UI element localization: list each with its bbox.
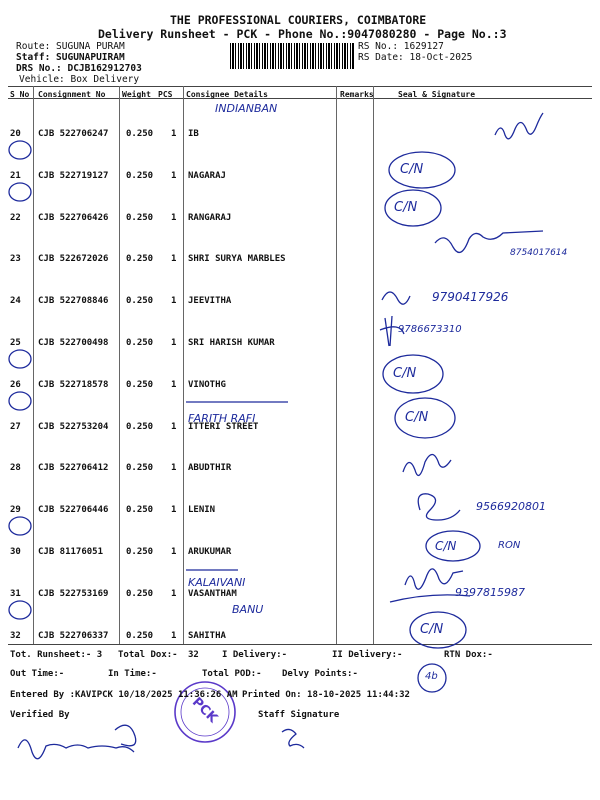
cell-weight: 0.250 <box>126 129 154 139</box>
rs-number: RS No.: 1629127 <box>358 41 444 52</box>
cell-pcs: 1 <box>171 547 177 557</box>
cell-consignment-no: CJB 522706426 <box>38 213 109 223</box>
cell-weight: 0.250 <box>126 631 154 641</box>
col-header-consignment: Consignment No <box>38 90 106 99</box>
handwritten-phone: 8754017614 <box>510 248 568 258</box>
cell-consignee: VINOTHG <box>188 380 226 390</box>
handwritten-note: FARITH RAFI <box>188 412 256 425</box>
cell-weight: 0.250 <box>126 338 154 348</box>
cell-pcs: 1 <box>171 254 177 264</box>
cell-sno: 26 <box>10 380 21 390</box>
delvy-points: Delvy Points:- <box>282 669 358 679</box>
total-pod: Total POD:- <box>202 669 262 679</box>
cell-pcs: 1 <box>171 213 177 223</box>
total-dox-label: Total Dox:- <box>118 650 178 660</box>
cell-consignment-no: CJB 81176051 <box>38 547 104 557</box>
handwritten-ron: RON <box>498 540 521 551</box>
cell-consignee: VASANTHAM <box>188 589 237 599</box>
cell-sno: 29 <box>10 505 21 515</box>
handwritten-phone: 9786673310 <box>398 324 462 335</box>
cell-consignee: SAHITHA <box>188 631 226 641</box>
cell-weight: 0.250 <box>126 213 154 223</box>
route-label: Route: SUGUNA PURAM <box>16 41 125 52</box>
col-header-signature: Seal & Signature <box>398 90 476 99</box>
cell-consignee: RANGARAJ <box>188 213 232 223</box>
cell-pcs: 1 <box>171 589 177 599</box>
cell-pcs: 1 <box>171 505 177 515</box>
circled-serial-30 <box>9 517 31 535</box>
handwritten-phone: 9566920801 <box>476 500 546 513</box>
cell-pcs: 1 <box>171 338 177 348</box>
cell-pcs: 1 <box>171 422 177 432</box>
stamp-text: PCK <box>188 694 221 727</box>
cell-consignee: JEEVITHA <box>188 296 232 306</box>
cell-consignment-no: CJB 522708846 <box>38 296 109 306</box>
cell-pcs: 1 <box>171 171 177 181</box>
tot-runsheet: Tot. Runsheet:- 3 <box>10 650 103 660</box>
circled-serial-21 <box>9 141 31 159</box>
cell-weight: 0.250 <box>126 589 154 599</box>
handwritten-phone: 9790417926 <box>432 290 509 304</box>
circled-serial-26 <box>9 350 31 368</box>
col-header-sno: S No <box>10 90 30 99</box>
cell-consignee: SRI HARISH KUMAR <box>188 338 275 348</box>
cln-mark: C/N <box>393 366 417 381</box>
signature-scribble <box>403 454 451 475</box>
cln-mark: C/N <box>394 200 418 215</box>
out-time: Out Time:- <box>10 669 65 679</box>
cell-sno: 28 <box>10 463 21 473</box>
cell-weight: 0.250 <box>126 463 154 473</box>
cell-sno: 20 <box>10 129 21 139</box>
cell-weight: 0.250 <box>126 296 154 306</box>
cell-consignee: ITTERI STREET <box>188 422 259 432</box>
cell-pcs: 1 <box>171 380 177 390</box>
rtn-dox: RTN Dox:- <box>444 650 493 660</box>
cell-consignment-no: CJB 522706337 <box>38 631 109 641</box>
cell-consignment-no: CJB 522706247 <box>38 129 109 139</box>
printed-on: Printed On: 18-10-2025 11:44:32 <box>242 690 410 700</box>
cell-consignee: SHRI SURYA MARBLES <box>188 254 286 264</box>
verified-signature <box>18 740 134 759</box>
cell-sno: 21 <box>10 171 21 181</box>
cell-weight: 0.250 <box>126 171 154 181</box>
cell-pcs: 1 <box>171 463 177 473</box>
handwritten-phone: 9397815987 <box>455 586 525 599</box>
rtn-mark: 4b <box>425 671 438 682</box>
cell-sno: 25 <box>10 338 21 348</box>
cell-consignment-no: CJB 522700498 <box>38 338 109 348</box>
cell-consignee: IB <box>188 129 199 139</box>
col-header-consignee: Consignee Details <box>186 90 268 99</box>
cell-weight: 0.250 <box>126 505 154 515</box>
cell-sno: 27 <box>10 422 21 432</box>
signature-scribble <box>382 292 410 304</box>
cell-consignee: LENIN <box>188 505 216 515</box>
cell-consignment-no: CJB 522718578 <box>38 380 109 390</box>
cell-sno: 30 <box>10 547 21 557</box>
runsheet-subtitle: Delivery Runsheet - PCK - Phone No.:9047080280 - Page No.:3 <box>98 27 507 41</box>
cell-weight: 0.250 <box>126 547 154 557</box>
rs-date: RS Date: 18-Oct-2025 <box>358 52 473 63</box>
signature-scribble <box>418 494 460 520</box>
cell-sno: 31 <box>10 589 21 599</box>
cell-pcs: 1 <box>171 129 177 139</box>
col-header-pcs: PCS <box>158 90 173 99</box>
cln-mark: C/N <box>420 622 444 637</box>
cell-sno: 23 <box>10 254 21 264</box>
cell-sno: 32 <box>10 631 21 641</box>
cell-consignment-no: CJB 522672026 <box>38 254 109 264</box>
cell-weight: 0.250 <box>126 380 154 390</box>
drs-number: DRS No.: DCJB162912703 <box>16 63 142 74</box>
cell-consignee: ARUKUMAR <box>188 547 232 557</box>
i-delivery: I Delivery:- <box>222 650 288 660</box>
col-header-remarks: Remarks <box>340 90 374 99</box>
cln-mark: C/N <box>400 162 424 177</box>
entered-by: Entered By :KAVIPCK 10/18/2025 11:36:26 AM <box>10 690 238 700</box>
company-title: THE PROFESSIONAL COURIERS, COIMBATORE <box>170 13 427 27</box>
cell-weight: 0.250 <box>126 254 154 264</box>
verified-signature <box>115 725 136 746</box>
signature-scribble <box>495 113 543 139</box>
total-dox-value: 32 <box>188 650 199 660</box>
cell-weight: 0.250 <box>126 422 154 432</box>
cell-pcs: 1 <box>171 631 177 641</box>
cell-sno: 24 <box>10 296 21 306</box>
cell-consignee: ABUDTHIR <box>188 463 232 473</box>
staff-signature-scribble <box>282 729 304 748</box>
cell-consignee: NAGARAJ <box>188 171 226 181</box>
circled-serial-22 <box>9 183 31 201</box>
verified-by: Verified By <box>10 710 70 720</box>
cell-consignment-no: CJB 522706446 <box>38 505 109 515</box>
circled-serial-27 <box>9 392 31 410</box>
ii-delivery: II Delivery:- <box>332 650 403 660</box>
cell-consignment-no: CJB 522706412 <box>38 463 109 473</box>
handwritten-note: KALAIVANI <box>188 576 246 589</box>
staff-signature: Staff Signature <box>258 710 340 720</box>
vehicle-label: Vehicle: Box Delivery <box>19 74 140 85</box>
staff-label: Staff: SUGUNAPUIRAM <box>16 52 125 63</box>
cell-sno: 22 <box>10 213 21 223</box>
handwritten-note: INDIANBAN <box>215 102 278 115</box>
handwritten-note: BANU <box>232 603 264 616</box>
cln-mark: C/N <box>405 410 429 425</box>
cell-consignment-no: CJB 522753169 <box>38 589 109 599</box>
cln-mark: C/N <box>435 539 457 553</box>
cell-pcs: 1 <box>171 296 177 306</box>
cell-consignment-no: CJB 522719127 <box>38 171 109 181</box>
cell-consignment-no: CJB 522753204 <box>38 422 109 432</box>
circled-serial-32 <box>9 601 31 619</box>
in-time: In Time:- <box>108 669 157 679</box>
col-header-weight: Weight <box>122 90 151 99</box>
